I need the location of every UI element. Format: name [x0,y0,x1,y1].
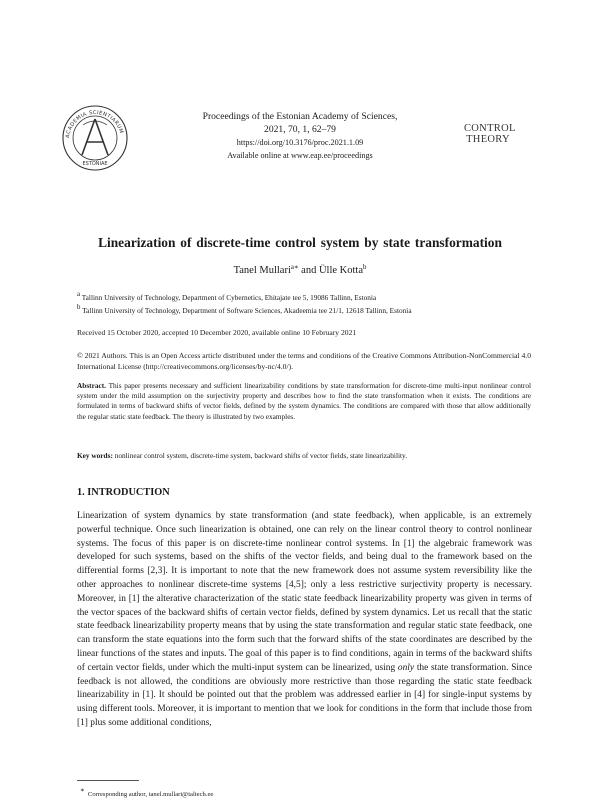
abstract-label: Abstract. [77,381,106,390]
author-list: Tanel Mullari$^{a∗}$ and Ülle Kotta$^b$ [233,264,367,276]
section-tag-line-1: CONTROL [464,123,516,134]
affiliation-text: Tallinn University of Technology, Department of Cybernetics, Ehitajate tee 5, 19086 Tallinn, Estonia [81,293,377,302]
svg-text:ESTONIAE: ESTONIAE [82,161,108,167]
affiliation-b [77,303,537,316]
footnote-mark: ∗ [80,787,85,794]
abstract [77,381,531,422]
author-superscript: a∗ [290,264,299,271]
journal-name: Proceedings of the Estonian Academy of Sciences, [202,111,398,122]
keywords [77,451,531,461]
affiliation-mark: b [77,304,81,311]
doi-link[interactable]: https://doi.org/10.3176/proc.2021.1.09 [236,138,364,147]
body-text-part-2: the state transformation. Since feedback is not allowed, the conditions are obviously more restrictive than those regarding the static state feedback linearizability in [1]. It should be pointed out that the problem was addressed earlier in [4] for single-input systems by using different tools. Moreover, it is important to mention that we look for conditions in the form that include those from [1] plus some additional conditions, [77,662,533,728]
svg-text:ACADEMIA SCIENTIARUM: ACADEMIA SCIENTIARUM [65,109,125,139]
article-title: Linearization of discrete-time control system by state transformation [98,235,502,250]
section-heading: 1. INTRODUCTION [77,487,170,498]
affiliation-a [77,290,537,303]
abstract-text: This paper presents necessary and sufficient linearizability conditions by state transformation for discrete-time multi-input nonlinear control system under the mild assumption on the surjectivity property and describes how to find the state transformation when it exists. The conditions are formulated in terms of backward shifts of vector fields, defined by the system dynamics. The conditions are compared with those that allow additionally the regular static state feedback. The theory is illustrated by two examples. [77,381,531,421]
introduction-body [77,510,532,731]
keywords-label: Key words: [77,451,113,460]
section-tag [464,123,516,145]
affiliation-mark: a [77,291,81,298]
footnote-divider [77,780,139,781]
received-dates: Received 15 October 2020, accepted 10 December 2020, available online 10 February 2021 [77,328,357,337]
emphasis-only: only [397,662,415,673]
affiliation-text: Tallinn University of Technology, Department of Software Sciences, Akadeemia tee 21/1, 12618 Tallinn, Estonia [82,306,412,315]
section-tag-line-2: THEORY [466,134,510,145]
footnote-text: Corresponding author, tanel.mullari@taltech.ee [87,791,214,798]
footnote [80,786,213,798]
volume-line: 2021, 70, 1, 62–79 [264,124,336,135]
author-superscript: b [362,264,367,271]
body-text-part-1: Linearization of system dynamics by state transformation (and state feedback), when applicable, is an extremely powerful technique. Once such linearization is obtained, one can rely on the linear control theory to control nonlinear systems. The focus of this paper is on discrete-time nonlinear control systems. In [1] the algebraic framework was developed for such systems, based on the shifts of the vector fields, and being dual to the framework based on the differential forms [2,3]. It is important to note that the new framework does not assume system reversibility like the other approaches to nonlinear discrete-time systems [4,5]; only a less restrictive surjectivity property is necessary. Moreover, in [1] the alterative characterization of the static state feedback linearizability property was given in terms of the vector spaces of the backward shifts of certain vector fields, defined by system dynamics. Let us recall that the static state feedback linearizability property means that by using the state transformation and regular static state feedback, one can transform the state equations into the form such that the forward shifts of the state coordinates are described by the linear functions of the states and inputs. The goal of this paper is to find conditions, again in terms of the backward shifts of certain vector fields, under which the multi-input system can be linearized, using [77,511,532,673]
author-name: Tanel Mullari [233,265,291,276]
author-name: Ülle Kotta [318,265,363,276]
license-notice: © 2021 Authors. This is an Open Access article distributed under the terms and conditions of the Creative Commons Attribution-NonCommercial 4.0 International License (http://creativecommons.org/licenses/by-nc/4.0/). [77,351,532,371]
availability-line: Available online at www.eap.ee/proceedings [227,151,373,160]
keywords-text: nonlinear control system, discrete-time system, backward shifts of vector fields, state linearizability. [114,451,408,460]
